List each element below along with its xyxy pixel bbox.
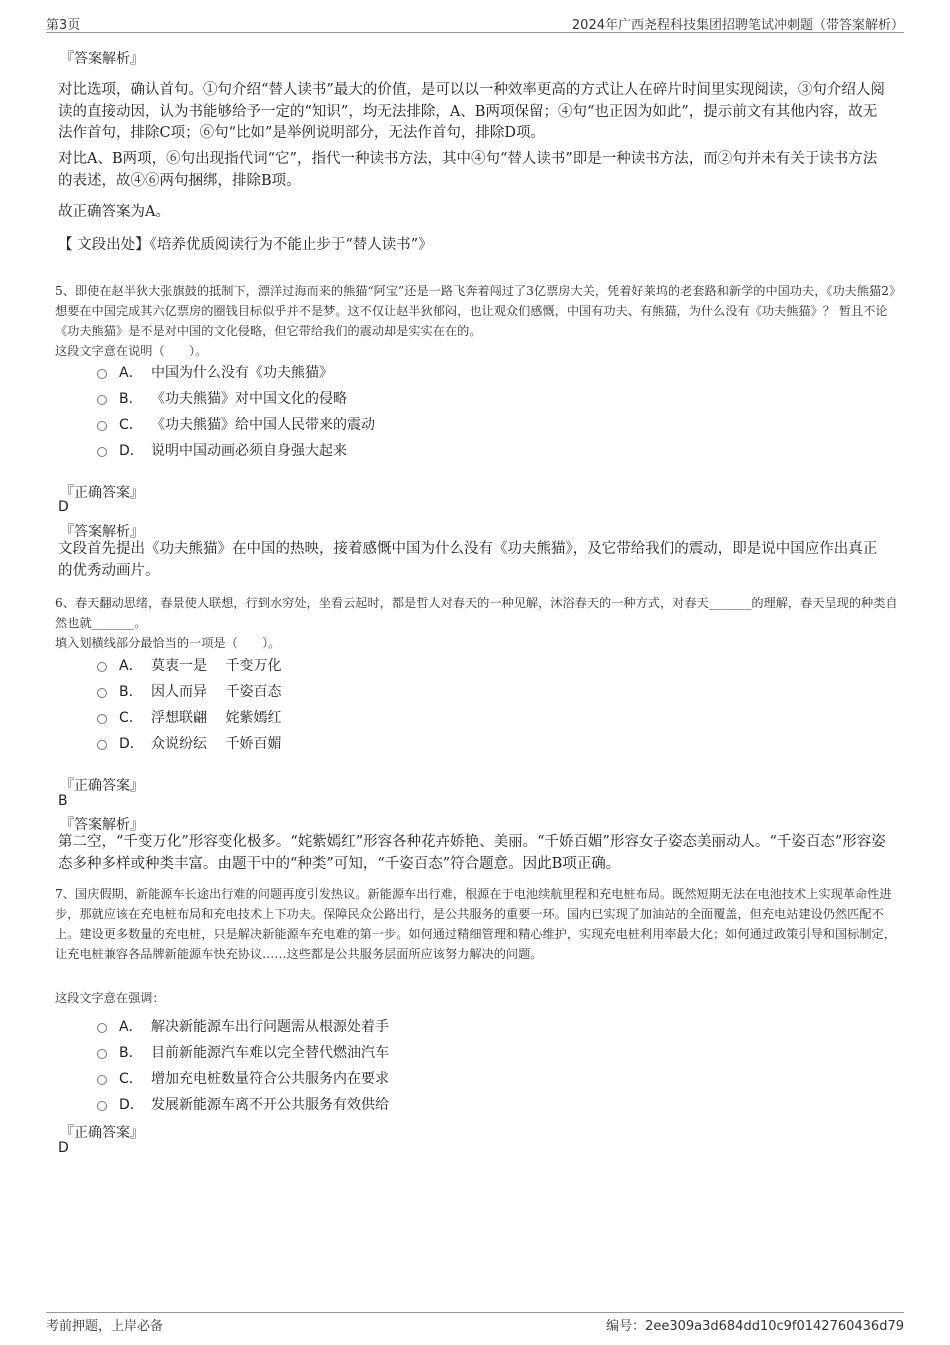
q4-source: 【 文段出处】《培养优质阅读行为不能止步于“替人读书”》 [58,237,433,253]
q5-answer: D [58,499,69,515]
radio-icon[interactable] [97,688,107,698]
q5-ask: 这段文字意在说明（ ）。 [55,344,208,358]
q6-option-d[interactable]: D． 众说纷纭 千娇百媚 [97,733,281,753]
radio-icon[interactable] [97,1049,107,1059]
q6-option-a[interactable]: A． 莫衷一是 千变万化 [97,655,281,675]
q7-stem: 7、国庆假期，新能源车长途出行难的问题再度引发热议。新能源车出行难，根源在于电池续航里程和充电桩布局。既然短期无法在电池技术上实现革命性进步，那就应该在充电桩布局和充电技术上下功夫。保障民众公路出行，是公共服务的重要一环。国内已实现了加油站的全面覆盖，但充电站建设仍然匹配不上。建设更多数量的充电桩，只是解决新能源车充电难的第一步。如何通过精细管理和精心维护，实现充电桩利用率最大化；如何通过政策引导和国标制定，让充电桩兼容各品牌新能源车快充协议……这些都是公共服务层面所应该努力解决的问题。 [55,887,896,961]
q5-option-c[interactable]: C． 《功夫熊猫》给中国人民带来的震动 [97,414,375,434]
q6-analysis: 第二空，“千变万化”形容变化极多。“姹紫嫣红”形容各种花卉娇艳、美丽。“千娇百媚”形容女子姿态美丽动人。“千姿百态”形容姿态多种多样或种类丰富。由题干中的“种类”可知，“千姿百态”符合题意。因此B项正确。 [58,834,886,872]
q6-option-b[interactable]: B． 因人而异 千姿百态 [97,681,281,701]
radio-icon[interactable] [97,395,107,405]
q7-option-c[interactable]: C． 增加充电桩数量符合公共服务内在要求 [97,1068,389,1088]
q5-stem: 5、即使在赵半狄大张旗鼓的抵制下，漂洋过海而来的熊猫“阿宝”还是一路飞奔着闯过了3亿票房大关，凭着好莱坞的老套路和新学的中国功夫，《功夫熊猫2》想要在中国完成其六亿票房的圈钱目标似乎并不是梦。这不仅让赵半狄郁闷，也让观众们感慨，中国有功夫、有熊猫，为什么没有《功夫熊猫》？ 暂且不论《功夫熊猫》是不是对中国的文化侵略，但它带给我们的震动却是实实在在的。 [55,284,896,338]
radio-icon[interactable] [97,447,107,457]
page-header [46,14,904,33]
radio-icon[interactable] [97,1023,107,1033]
q6-ask: 填入划横线部分最恰当的一项是（ ）。 [55,636,281,650]
radio-icon[interactable] [97,1101,107,1111]
q7-option-b[interactable]: B． 目前新能源汽车难以完全替代燃油汽车 [97,1042,389,1062]
radio-icon[interactable] [97,714,107,724]
q7-ask: 这段文字意在强调： [55,991,165,1005]
q6-correct-label: 『正确答案』 [60,778,144,794]
page-number: 第3页 [46,18,81,33]
q7-correct-label: 『正确答案』 [60,1125,144,1141]
q4-analysis-p2: 对比A、B两项，⑥句出现指代词“它”，指代一种读书方法，其中④句“替人读书”即是一种读书方法，而②句并未有关于读书方法的表述，故④⑥两句捆绑，排除B项。 [58,151,878,189]
q6-answer: B [58,793,68,809]
q5-option-b[interactable]: B． 《功夫熊猫》对中国文化的侵略 [97,388,347,408]
radio-icon[interactable] [97,1075,107,1085]
radio-icon[interactable] [97,421,107,431]
radio-icon[interactable] [97,369,107,379]
document-title: 2024年广西尧程科技集团招聘笔试冲刺题（带答案解析） [571,18,904,33]
q5-analysis-label: 『答案解析』 [60,524,144,540]
page-footer [46,1312,904,1335]
q5-option-a[interactable]: A． 中国为什么没有《功夫熊猫》 [97,362,333,382]
q6-option-c[interactable]: C． 浮想联翩 姹紫嫣红 [97,707,281,727]
radio-icon[interactable] [97,740,107,750]
footer-slogan: 考前押题，上岸必备 [46,1319,164,1334]
q5-option-d[interactable]: D． 说明中国动画必须自身强大起来 [97,440,347,460]
q4-analysis-label: 『答案解析』 [60,51,144,67]
q6-analysis-label: 『答案解析』 [60,817,144,833]
q5-analysis: 文段首先提出《功夫熊猫》在中国的热映，接着感慨中国为什么没有《功夫熊猫》，及它带给我们的震动，即是说中国应作出真正的优秀动画片。 [58,541,878,579]
q5-correct-label: 『正确答案』 [60,485,144,501]
q7-option-d[interactable]: D． 发展新能源车离不开公共服务有效供给 [97,1094,389,1114]
q4-analysis-p1: 对比选项，确认首句。①句介绍“替人读书”最大的价值，是可以以一种效率更高的方式让人在碎片时间里实现阅读，③句介绍人阅读的直接动因，认为书能够给予一定的“知识”，均无法排除，A、B两项保留；④句“也正因为如此”，提示前文有其他内容，故无法作首句，排除C项；⑥句“比如”是举例说明部分，无法作首句，排除D项。 [58,82,885,141]
document-id: 编号：2ee309a3d684dd10c9f0142760436d79 [606,1319,904,1334]
q4-analysis-p3: 故正确答案为A。 [58,204,170,220]
q6-stem: 6、春天翻动思绪，春景使人联想，行到水穷处，坐看云起时，都是哲人对春天的一种见解，沐浴春天的一种方式，对春天_______的理解，春天呈现的种类自然也就_______。 [55,596,898,630]
q7-option-a[interactable]: A． 解决新能源车出行问题需从根源处着手 [97,1016,389,1036]
q7-answer: D [58,1140,69,1156]
radio-icon[interactable] [97,662,107,672]
